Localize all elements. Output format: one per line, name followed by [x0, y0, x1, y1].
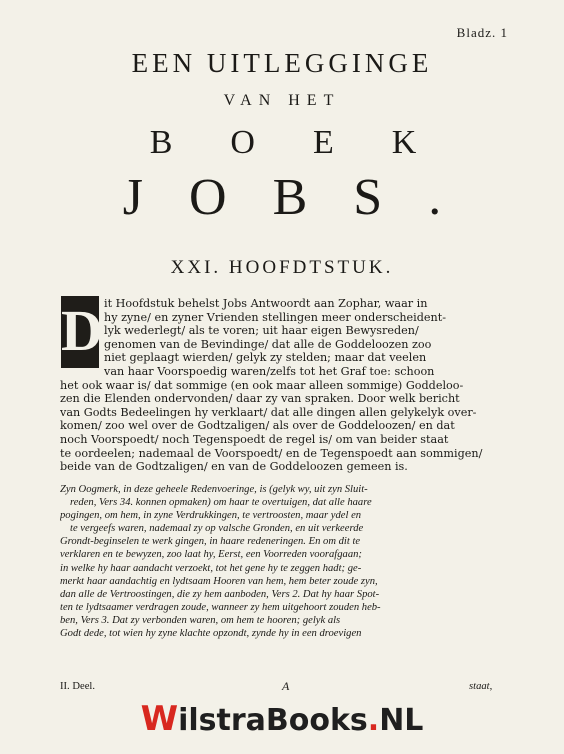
commentary-line: ben, Vers 3. Dat zy verbonden waren, om hem te hooren; gelyk als — [60, 614, 341, 626]
chapter-heading: XXI. HOOFDTSTUK. — [170, 257, 394, 278]
watermark-initial: W — [140, 699, 179, 739]
watermark-tld: NL — [379, 703, 424, 738]
title-line-2: VAN HET — [223, 92, 341, 109]
watermark-logo — [0, 699, 564, 739]
commentary-line: dan alle de Vertroostingen, die zy hem aanboden, Vers 2. Dat hy haar Spot- — [60, 588, 380, 600]
commentary-line: verklaren en te bewyzen, zoo laat hy, Eerst, een Voorreden voorafgaan; — [60, 549, 362, 561]
commentary-line: Grondt-beginselen te werk gingen, in haare redeneringen. En om dit te — [60, 536, 361, 548]
watermark-dot: . — [367, 703, 380, 738]
summary-line: niet geplaagt wierden/ gelyk zy stelden; maar dat veelen — [104, 351, 427, 365]
commentary-line: pogingen, om hem, in zyne Verdrukkingen, te vertroosten, maar ydel en — [60, 510, 362, 522]
signature-mark: A — [282, 679, 290, 693]
catchword: staat, — [469, 681, 493, 692]
summary-line: noch Voorspoedt/ noch Tegenspoedt de regel is/ om van beider staat — [60, 432, 449, 446]
watermark-name: ilstraBooks — [178, 703, 368, 738]
commentary-line: in welke hy haar aandacht verzoekt, tot het gene hy te zeggen hadt; ge- — [60, 562, 362, 574]
summary-line: te oordeelen; nademaal de Voorspoedt/ en de Tegenspoedt aan sommigen/ — [60, 446, 483, 460]
summary-line: hy zyne/ en zyner Vrienden stellingen meer onderscheident- — [104, 310, 446, 324]
summary-line: genomen van de Bevindinge/ dat alle de Goddeloozen zoo — [104, 337, 432, 351]
commentary-line: Zyn Oogmerk, in deze geheele Redenvoeringe, is (gelyk wy, uit zyn Sluit- — [60, 484, 368, 495]
commentary-line: merkt haar aandachtig en lydtsaam Hooren van hem, hem beter zoude zyn, — [60, 575, 378, 587]
commentary-text — [60, 483, 498, 640]
commentary-line: ten te lydtsaamer verdragen zoude, wanneer zy hem uitgehoort zouden heb- — [60, 601, 381, 613]
title-line-3: BOEK — [149, 124, 475, 161]
summary-line: komen/ zoo wel over de Godtzaligen/ als over de Goddeloozen/ en dat — [60, 419, 455, 433]
summary-line: zen die Elenden ondervonden/ daar zy van spraken. Door welk bericht — [60, 392, 460, 406]
summary-line: het ook waar is/ dat sommige (en ook maar alleen sommige) Goddeloo- — [60, 378, 464, 392]
commentary-line: reden, Vers 34. konnen opmaken) om haar te overtuigen, dat alle haare — [70, 497, 372, 509]
title-line-1: EEN UITLEGGINGE — [131, 48, 433, 78]
drop-capital: D — [61, 296, 99, 368]
summary-line: lyk wederlegt/ als te voren; uit haar eigen Bewysreden/ — [104, 324, 419, 338]
commentary-line: Godt dede, tot wien hy zyne klachte opzondt, zynde hy in een droevigen — [60, 628, 362, 640]
volume-label: II. Deel. — [60, 681, 95, 692]
summary-line: it Hoofdstuk behelst Jobs Antwoordt aan Zophar, waar in — [104, 297, 428, 310]
summary-line: van Godts Bedeelingen hy verklaart/ dat alle dingen allen gelykelyk over- — [60, 405, 477, 419]
title-line-4: JOBS. — [122, 169, 488, 226]
chapter-summary — [60, 297, 490, 474]
page-number: Bladz. 1 — [456, 25, 508, 40]
summary-line: beide van de Godtzaligen/ en van de Goddeloozen gemeen is. — [60, 460, 408, 474]
commentary-line: te vergeefs waren, nademaal zy op valsche Gronden, en uit verkeerde — [70, 523, 364, 535]
summary-line: van haar Voorspoedig waren/zelfs tot het Graf toe: schoon — [104, 364, 435, 378]
